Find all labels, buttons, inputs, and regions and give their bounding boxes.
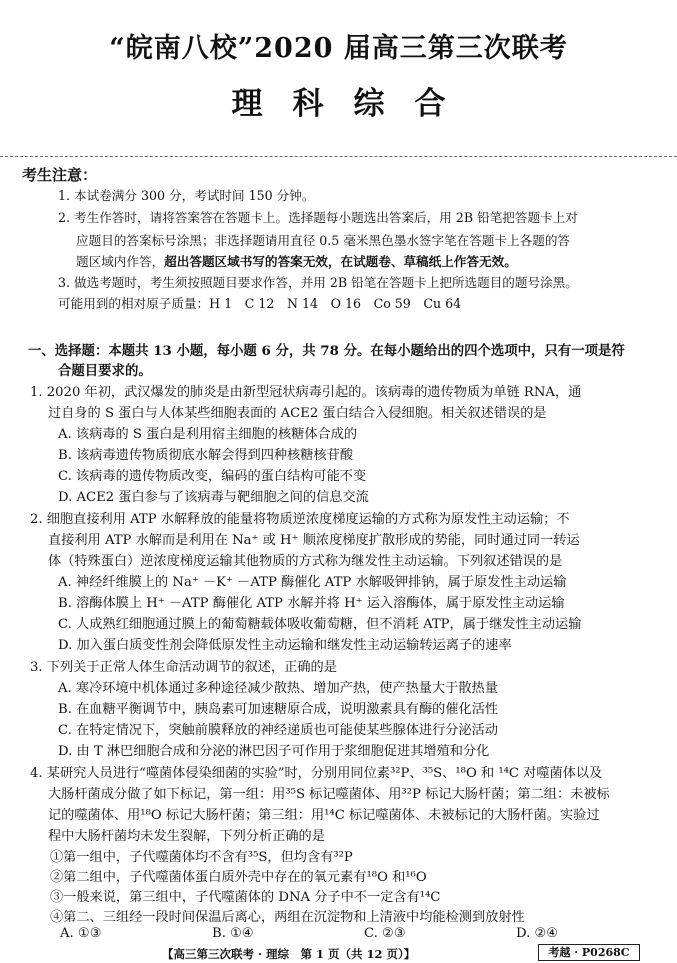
q3-option-a: A. 寒冷环境中机体通过多种途径减少散热、增加产热，使产热量大于散热量	[58, 681, 498, 696]
q3-stem: 3. 下列关于正常人体生命活动调节的叙述，正确的是	[30, 660, 337, 675]
q4-statement-3: ③一般来说，第三组中，子代噬菌体的 DNA 分子中不一定含有¹⁴C	[50, 890, 441, 905]
q2-option-b: B. 溶酶体膜上 H⁺ －ATP 酶催化 ATP 水解并将 H⁺ 运入溶酶体，属于原发性主动运输	[58, 596, 565, 611]
q4-choice-a: A. ①③	[60, 926, 102, 941]
notice-item-2-line2: 应题目的答案标号涂黑；非选择题请用直径 0.5 毫米黑色墨水签字笔在答题卡上各题的答	[76, 233, 571, 248]
q4-statement-1: ①第一组中，子代噬菌体均不含有³⁵S，但均含有³²P	[50, 850, 353, 865]
notice-item-2-line3: 题区域内作答，超出答题区域书写的答案无效，在试题卷、草稿纸上作答无效。	[76, 254, 517, 269]
q2-stem-line3: 体（特殊蛋白）逆浓度梯度运输其他物质的方式称为继发性主动运输。下列叙述错误的是	[48, 554, 563, 569]
q4-stem-line4: 程中大肠杆菌均未发生裂解，下列分析正确的是	[48, 829, 325, 844]
notice-heading: 考生注意：	[22, 166, 98, 184]
q4-stem-line3: 记的噬菌体、用¹⁸O 标记大肠杆菌；第三组：用¹⁴C 标记噬菌体、未被标记的大肠杆菌。实验过	[48, 808, 600, 823]
q3-option-c: C. 在特定情况下，突触前膜释放的神经递质也可能使某些腺体进行分泌活动	[58, 723, 499, 738]
q4-statement-4: ④第二、三组经一段时间保温后离心，两组在沉淀物和上清液中均能检测到放射性	[50, 910, 525, 925]
q1-option-a: A. 该病毒的 S 蛋白是利用宿主细胞的核糖体合成的	[58, 427, 358, 442]
notice-item-3: 3. 做选考题时，考生须按照题目要求作答，并用 2B 铅笔在答题卡上把所选题目的题号涂黑。	[58, 275, 578, 290]
page-footer: 【高三第三次联考 · 理综 第 1 页（共 12 页）】	[162, 947, 416, 961]
subject-title: 理科综合	[231, 86, 476, 122]
section-heading-line1: 一、选择题：本题共 13 小题，每小题 6 分，共 78 分。在每小题给出的四个选项中，只有一项是符	[28, 343, 625, 359]
q3-option-d: D. 由 T 淋巴细胞合成和分泌的淋巴因子可作用于浆细胞促进其增殖和分化	[58, 744, 490, 759]
q2-option-d: D. 加入蛋白质变性剂会降低原发性主动运输和继发性主动运输转运离子的速率	[58, 638, 512, 653]
q3-option-b: B. 在血糖平衡调节中，胰岛素可加速糖原合成，说明激素具有酶的催化活性	[58, 702, 499, 717]
q2-stem-line2: 直接利用 ATP 水解而是利用在 Na⁺ 或 H⁺ 顺浓度梯度扩散形成的势能，同时通过同一转运	[48, 533, 580, 548]
atomic-masses: 可能用到的相对原子质量：H 1 C 12 N 14 O 16 Co 59 Cu 64	[58, 296, 462, 311]
q4-choice-b: B. ①④	[212, 926, 254, 941]
divider	[0, 156, 677, 157]
q4-stem-line1: 4. 某研究人员进行“噬菌体侵染细菌的实验”时，分别用同位素³²P、³⁵S、¹⁸O 和 ¹⁴C 对噬菌体以及	[30, 766, 603, 781]
exam-code: 考越 · P0268C	[538, 944, 640, 961]
exam-title: “皖南八校”2020 届高三第三次联考	[109, 33, 568, 64]
q1-stem-line2: 过自身的 S 蛋白与人体某些细胞表面的 ACE2 蛋白结合入侵细胞。相关叙述错误的是	[48, 406, 547, 421]
notice-item-1: 1. 本试卷满分 300 分，考试时间 150 分钟。	[58, 188, 315, 203]
section-heading-line2: 合题目要求的。	[58, 363, 152, 379]
q4-stem-line2: 大肠杆菌成分做了如下标记，第一组：用³⁵S 标记噬菌体、用³²P 标记大肠杆菌；第二组：未被标	[48, 787, 610, 802]
q4-choice-d: D. ②④	[516, 926, 559, 941]
q4-statement-2: ②第二组中，子代噬菌体蛋白质外壳中存在的氧元素有¹⁸O 和¹⁶O	[50, 870, 427, 885]
q4-choice-c: C. ②③	[364, 926, 406, 941]
q2-option-a: A. 神经纤维膜上的 Na⁺ －K⁺ －ATP 酶催化 ATP 水解吸钾排钠，属于原发性主动运输	[58, 575, 567, 590]
q1-option-d: D. ACE2 蛋白参与了该病毒与靶细胞之间的信息交流	[58, 490, 369, 505]
q1-option-b: B. 该病毒遗传物质彻底水解会得到四种核糖核苷酸	[58, 448, 354, 463]
q2-stem-line1: 2. 细胞直接利用 ATP 水解释放的能量将物质逆浓度梯度运输的方式称为原发性主动运输；不	[30, 512, 570, 527]
notice-item-2-line1: 2. 考生作答时，请将答案答在答题卡上。选择题每小题选出答案后，用 2B 铅笔把答题卡上对	[58, 210, 578, 225]
q1-stem-line1: 1. 2020 年初，武汉爆发的肺炎是由新型冠状病毒引起的。该病毒的遗传物质为单链 RNA，通	[30, 385, 582, 400]
q2-option-c: C. 人成熟红细胞通过膜上的葡萄糖载体吸收葡萄糖，但不消耗 ATP，属于继发性主动运输	[58, 617, 582, 632]
q1-option-c: C. 该病毒的遗传物质改变，编码的蛋白结构可能不变	[58, 469, 367, 484]
